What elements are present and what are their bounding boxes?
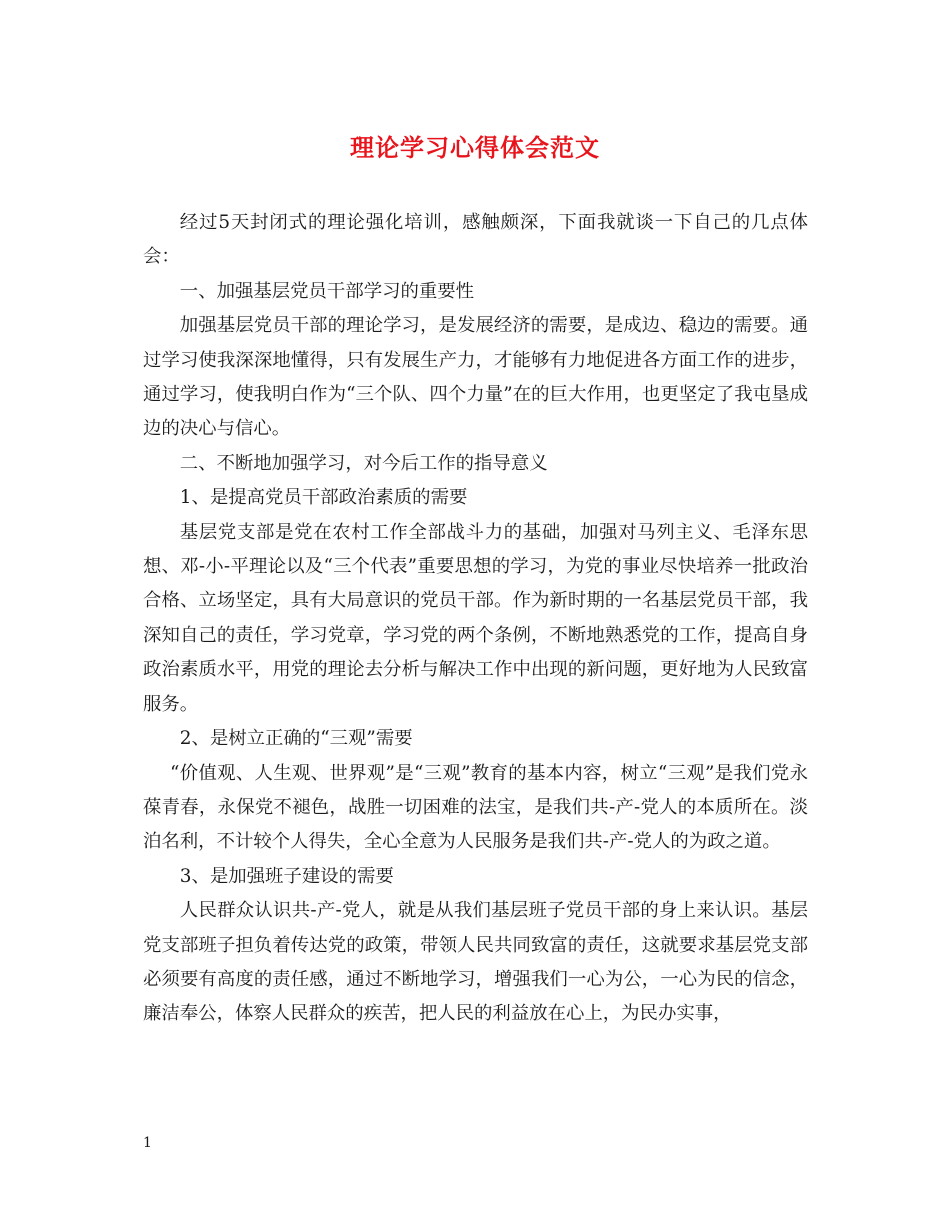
document-title: 理论学习心得体会范文 xyxy=(350,133,600,162)
subheading-2: 2、是树立正确的“三观”需要 xyxy=(179,728,413,750)
page-number: 1 xyxy=(143,1135,152,1151)
paragraph-subsection-1: 基层党支部是党在农村工作全部战斗力的基础，加强对马列主义、毛泽东思想、邓-小-平理论以及“三个代表”重要思想的学习，为党的事业尽快培养一批政治合格、立场坚定，具有大局意识的党员干部。作为新时期的一名基层党员干部，我深知自己的责任，学习党章，学习党的两个条例，不断地熟悉党的工作，提高自身政治素质水平，用党的理论去分析与解决工作中出现的新问题，更好地为人民致富服务。 xyxy=(143,521,808,715)
section-heading-2: 二、不断地加强学习，对今后工作的指导意义 xyxy=(179,452,548,474)
subheading-3: 3、是加强班子建设的需要 xyxy=(179,865,394,887)
subheading-1: 1、是提高党员干部政治素质的需要 xyxy=(179,487,468,509)
section-heading-1: 一、加强基层党员干部学习的重要性 xyxy=(179,280,475,302)
paragraph-section-1: 加强基层党员干部的理论学习，是发展经济的需要，是成边、稳边的需要。通过学习使我深深地懂得，只有发展生产力，才能够有力地促进各方面工作的进步，通过学习，使我明白作为“三个队、四个力量”在的巨大作用，也更坚定了我屯垦成边的决心与信心。 xyxy=(143,315,808,440)
paragraph-subsection-3: 人民群众认识共-产-党人，就是从我们基层班子党员干部的身上来认识。基层党支部班子担负着传达党的政策，带领人民共同致富的责任，这就要求基层党支部必须要有高度的责任感，通过不断地学习，增强我们一心为公，一心为民的信念，廉洁奉公，体察人民群众的疾苦，把人民的利益放在心上，为民办实事， xyxy=(143,900,808,1025)
paragraph-intro: 经过5天封闭式的理论强化培训，感触颇深，下面我就谈一下自己的几点体会： xyxy=(143,212,808,268)
paragraph-subsection-2: “价值观、人生观、世界观”是“三观”教育的基本内容，树立“三观”是我们党永葆青春，永保党不褪色，战胜一切困难的法宝，是我们共-产-党人的本质所在。淡泊名利，不计较个人得失，全心全意为人民服务是我们共-产-党人的为政之道。 xyxy=(143,762,808,853)
document-body xyxy=(143,206,808,1032)
